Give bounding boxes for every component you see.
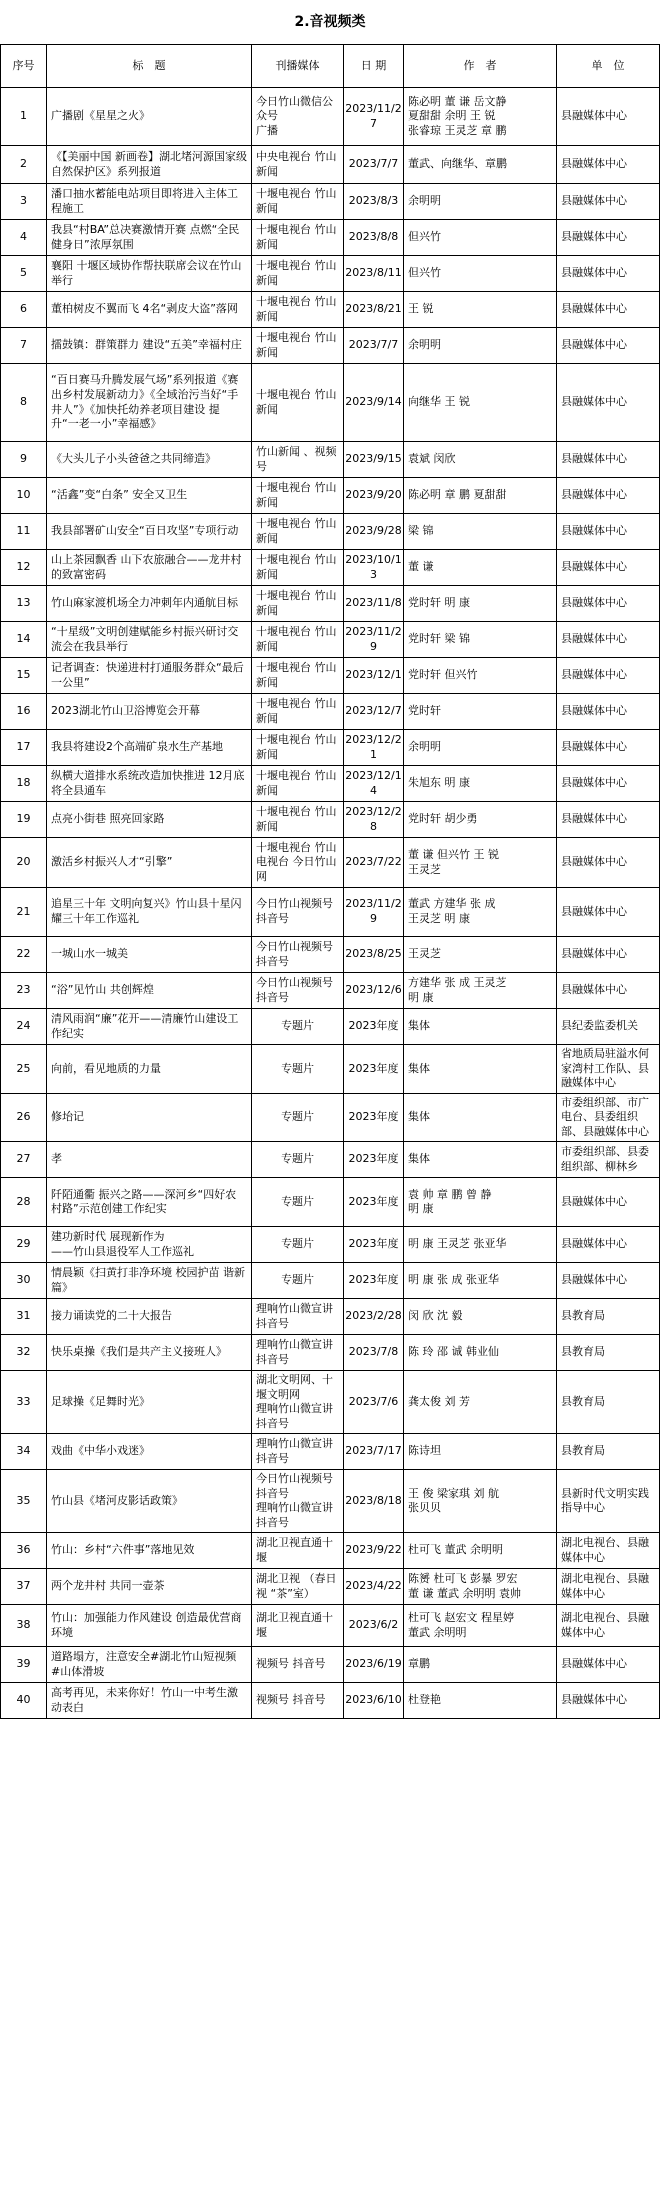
row-unit: 县融媒体中心 [557,622,660,658]
row-title: 纵横大道排水系统改造加快推进 12月底将全县通车 [47,766,252,802]
table-row [1,1434,660,1470]
table-row [1,766,660,802]
row-author: 集体 [404,1093,557,1142]
header-row [1,45,660,88]
row-title: 足球操《足舞时光》 [47,1371,252,1434]
table-row [1,1605,660,1647]
row-index: 6 [1,292,47,328]
row-media: 视频号 抖音号 [252,1683,344,1719]
row-date: 2023/8/11 [344,256,404,292]
table-row [1,1009,660,1045]
row-date: 2023/8/18 [344,1470,404,1533]
row-date: 2023/4/22 [344,1569,404,1605]
table-row [1,888,660,937]
row-media: 专题片 [252,1263,344,1299]
row-media: 十堰电视台 竹山电视台 今日竹山网 [252,838,344,888]
row-index: 19 [1,802,47,838]
row-author: 袁 帅 章 鹏 曾 静 明 康 [404,1178,557,1227]
table-row [1,694,660,730]
row-date: 2023/7/22 [344,838,404,888]
row-author: 王 锐 [404,292,557,328]
row-date: 2023/12/6 [344,973,404,1009]
row-index: 40 [1,1683,47,1719]
row-date: 2023/6/2 [344,1605,404,1647]
row-index: 2 [1,146,47,184]
row-author: 明 康 王灵芝 张亚华 [404,1227,557,1263]
table-row [1,1683,660,1719]
row-author: 党时轩 梁 锦 [404,622,557,658]
table-row [1,478,660,514]
row-title: 我县将建设2个高端矿泉水生产基地 [47,730,252,766]
row-title: 追星三十年 文明向复兴》竹山县十星闪耀三十年工作巡礼 [47,888,252,937]
row-date: 2023年度 [344,1263,404,1299]
row-unit: 县融媒体中心 [557,220,660,256]
row-title: 快乐桌操《我们是共产主义接班人》 [47,1335,252,1371]
row-index: 35 [1,1470,47,1533]
row-title: 《大头儿子小头爸爸之共同缔造》 [47,442,252,478]
row-index: 8 [1,364,47,442]
row-media: 专题片 [252,1142,344,1178]
row-unit: 县融媒体中心 [557,586,660,622]
row-index: 10 [1,478,47,514]
row-unit: 县融媒体中心 [557,888,660,937]
row-author: 向继华 王 锐 [404,364,557,442]
row-author: 王 俊 梁家琪 刘 航 张贝贝 [404,1470,557,1533]
row-unit: 县融媒体中心 [557,442,660,478]
row-title: 孝 [47,1142,252,1178]
row-index: 31 [1,1299,47,1335]
row-unit: 县融媒体中心 [557,730,660,766]
row-author: 党时轩 明 康 [404,586,557,622]
table-row [1,364,660,442]
row-title: 情晨颖《扫黄打非净环境 校园护苗 谐新篇》 [47,1263,252,1299]
row-media: 今日竹山微信公众号 广播 [252,88,344,146]
row-media: 十堰电视台 竹山新闻 [252,622,344,658]
row-media: 十堰电视台 竹山新闻 [252,328,344,364]
row-media: 理响竹山微宣讲抖音号 [252,1299,344,1335]
table-row [1,220,660,256]
row-date: 2023/2/28 [344,1299,404,1335]
table-row [1,973,660,1009]
row-index: 23 [1,973,47,1009]
row-unit: 县融媒体中心 [557,838,660,888]
row-unit: 县教育局 [557,1335,660,1371]
table-row [1,184,660,220]
header-unit: 单 位 [557,45,660,88]
row-index: 12 [1,550,47,586]
row-index: 9 [1,442,47,478]
row-index: 16 [1,694,47,730]
row-unit: 县融媒体中心 [557,256,660,292]
row-title: 2023湖北竹山卫浴博览会开幕 [47,694,252,730]
row-title: 阡陌通衢 振兴之路——深河乡“四好农村路”示范创建工作纪实 [47,1178,252,1227]
row-index: 28 [1,1178,47,1227]
row-media: 十堰电视台 竹山新闻 [252,694,344,730]
row-author: 杜可飞 赵宏文 程星婷 董武 余明明 [404,1605,557,1647]
row-title: “浴”见竹山 共创辉煌 [47,973,252,1009]
header-index: 序号 [1,45,47,88]
row-index: 29 [1,1227,47,1263]
row-unit: 县融媒体中心 [557,364,660,442]
row-date: 2023年度 [344,1142,404,1178]
row-media: 十堰电视台 竹山新闻 [252,256,344,292]
table-row [1,292,660,328]
row-author: 余明明 [404,730,557,766]
row-media: 视频号 抖音号 [252,1647,344,1683]
row-index: 33 [1,1371,47,1434]
row-media: 湖北卫视 （春日视 “茶”室） [252,1569,344,1605]
row-title: 山上茶园飘香 山下农旅融合——龙井村的致富密码 [47,550,252,586]
header-date: 日 期 [344,45,404,88]
row-unit: 湖北电视台、县融媒体中心 [557,1533,660,1569]
row-index: 34 [1,1434,47,1470]
row-index: 4 [1,220,47,256]
table-row [1,328,660,364]
row-media: 中央电视台 竹山新闻 [252,146,344,184]
row-author: 陈必明 董 谦 岳文静 夏甜甜 余明 王 锐 张睿琼 王灵芝 章 鹏 [404,88,557,146]
table-row [1,256,660,292]
row-unit: 县融媒体中心 [557,550,660,586]
row-date: 2023/11/27 [344,88,404,146]
row-media: 今日竹山视频号 抖音号 理响竹山微宣讲抖音号 [252,1470,344,1533]
row-index: 7 [1,328,47,364]
row-title: 道路塌方，注意安全#湖北竹山短视频 #山体滑坡 [47,1647,252,1683]
row-unit: 县教育局 [557,1434,660,1470]
row-media: 湖北卫视直通十堰 [252,1605,344,1647]
row-title: 董柏树皮不翼而飞 4名“剥皮大盗”落网 [47,292,252,328]
row-index: 30 [1,1263,47,1299]
row-title: 广播剧《星星之火》 [47,88,252,146]
row-author: 但兴竹 [404,220,557,256]
table-row [1,1647,660,1683]
row-date: 2023/8/3 [344,184,404,220]
table-row [1,1299,660,1335]
row-unit: 县融媒体中心 [557,88,660,146]
row-media: 十堰电视台 竹山新闻 [252,184,344,220]
row-author: 集体 [404,1142,557,1178]
row-unit: 县融媒体中心 [557,328,660,364]
row-author: 陈诗坦 [404,1434,557,1470]
row-date: 2023/6/19 [344,1647,404,1683]
row-author: 董武、向继华、章鹏 [404,146,557,184]
row-index: 32 [1,1335,47,1371]
row-media: 十堰电视台 竹山新闻 [252,730,344,766]
row-unit: 县融媒体中心 [557,766,660,802]
row-date: 2023/11/29 [344,888,404,937]
header-media: 刊播媒体 [252,45,344,88]
table-row [1,1533,660,1569]
page-title: 2.音视频类 [294,14,366,30]
row-media: 十堰电视台 竹山新闻 [252,220,344,256]
row-media: 专题片 [252,1009,344,1045]
table-row [1,1093,660,1142]
row-media: 十堰电视台 竹山新闻 [252,766,344,802]
row-unit: 县融媒体中心 [557,184,660,220]
table-row [1,1142,660,1178]
row-media: 十堰电视台 竹山新闻 [252,802,344,838]
row-author: 党时轩 [404,694,557,730]
row-unit: 县教育局 [557,1371,660,1434]
row-unit: 县融媒体中心 [557,478,660,514]
table-row [1,730,660,766]
row-date: 2023/9/15 [344,442,404,478]
row-title: 建功新时代 展现新作为 ——竹山县退役军人工作巡礼 [47,1227,252,1263]
table-row [1,1045,660,1094]
row-author: 董 谦 但兴竹 王 锐 王灵芝 [404,838,557,888]
row-date: 2023/7/6 [344,1371,404,1434]
row-date: 2023年度 [344,1093,404,1142]
row-author: 袁斌 闵欣 [404,442,557,478]
row-index: 24 [1,1009,47,1045]
row-title: 高考再见，未来你好！竹山一中考生激动表白 [47,1683,252,1719]
row-date: 2023/7/8 [344,1335,404,1371]
row-title: 潘口抽水蓄能电站项目即将进入主体工程施工 [47,184,252,220]
row-unit: 县融媒体中心 [557,1227,660,1263]
table-row [1,88,660,146]
table-row [1,1263,660,1299]
row-index: 26 [1,1093,47,1142]
row-title: 记者调查：快递进村打通服务群众“最后一公里” [47,658,252,694]
row-unit: 湖北电视台、县融媒体中心 [557,1569,660,1605]
row-media: 十堰电视台 竹山新闻 [252,514,344,550]
row-unit: 省地质局驻溢水何家湾村工作队、县融媒体中心 [557,1045,660,1094]
row-index: 39 [1,1647,47,1683]
row-date: 2023年度 [344,1227,404,1263]
table-row [1,802,660,838]
row-title: 两个龙井村 共同一壶茶 [47,1569,252,1605]
row-media: 十堰电视台 竹山新闻 [252,586,344,622]
row-author: 陈赟 杜可飞 彭暴 罗宏 董 谦 董武 余明明 袁帅 [404,1569,557,1605]
row-author: 杜可飞 董武 余明明 [404,1533,557,1569]
row-author: 党时轩 但兴竹 [404,658,557,694]
row-author: 集体 [404,1009,557,1045]
row-unit: 市委组织部、市广电台、县委组织部、县融媒体中心 [557,1093,660,1142]
row-author: 董武 方建华 张 成 王灵芝 明 康 [404,888,557,937]
row-title: 擂鼓镇：群策群力 建设“五美”幸福村庄 [47,328,252,364]
row-index: 25 [1,1045,47,1094]
row-title: “百日赛马升腾发展气场”系列报道《赛出乡村发展新动力》《全域治污当好“手井人”》《加快托幼养老项目建设 提升“一老一小”幸福感》 [47,364,252,442]
row-date: 2023/7/7 [344,328,404,364]
row-media: 湖北卫视直通十堰 [252,1533,344,1569]
row-unit: 湖北电视台、县融媒体中心 [557,1605,660,1647]
row-date: 2023年度 [344,1045,404,1094]
row-unit: 县融媒体中心 [557,292,660,328]
row-title: “十星级”文明创建赋能乡村振兴研讨交流会在我县举行 [47,622,252,658]
row-author: 董 谦 [404,550,557,586]
table-row [1,550,660,586]
table-row [1,146,660,184]
table-row [1,838,660,888]
row-media: 湖北文明网、十堰文明网 理响竹山微宣讲抖音号 [252,1371,344,1434]
row-index: 38 [1,1605,47,1647]
row-unit: 县融媒体中心 [557,146,660,184]
row-media: 十堰电视台 竹山新闻 [252,658,344,694]
row-date: 2023/12/28 [344,802,404,838]
row-author: 方建华 张 成 王灵芝 明 康 [404,973,557,1009]
row-author: 梁 锦 [404,514,557,550]
row-date: 2023年度 [344,1009,404,1045]
table-row [1,1371,660,1434]
row-index: 36 [1,1533,47,1569]
row-date: 2023/7/7 [344,146,404,184]
row-media: 十堰电视台 竹山新闻 [252,478,344,514]
row-author: 龚太俊 刘 芳 [404,1371,557,1434]
table-row [1,937,660,973]
row-title: 激活乡村振兴人才“引擎” [47,838,252,888]
row-index: 20 [1,838,47,888]
row-author: 党时轩 胡少勇 [404,802,557,838]
row-unit: 县纪委监委机关 [557,1009,660,1045]
row-title: 我县“村BA”总决赛激情开赛 点燃“全民健身日”浓厚氛围 [47,220,252,256]
row-title: 襄阳 十堰区域协作帮扶联席会议在竹山举行 [47,256,252,292]
table-row [1,1227,660,1263]
row-title: 一城山水一城美 [47,937,252,973]
row-title: 竹山县《堵河皮影话政策》 [47,1470,252,1533]
table-row [1,1470,660,1533]
row-date: 2023年度 [344,1178,404,1227]
row-date: 2023/8/21 [344,292,404,328]
row-index: 13 [1,586,47,622]
row-title: 点亮小街巷 照亮回家路 [47,802,252,838]
row-media: 十堰电视台 竹山新闻 [252,364,344,442]
row-date: 2023/8/25 [344,937,404,973]
row-title: 清风雨润“廉”花开——清廉竹山建设工作纪实 [47,1009,252,1045]
row-date: 2023/12/14 [344,766,404,802]
row-index: 37 [1,1569,47,1605]
row-media: 今日竹山视频号 抖音号 [252,888,344,937]
row-title: 接力诵读党的二十大报告 [47,1299,252,1335]
row-media: 今日竹山视频号 抖音号 [252,973,344,1009]
row-date: 2023/9/14 [344,364,404,442]
row-media: 专题片 [252,1178,344,1227]
row-date: 2023/9/20 [344,478,404,514]
row-unit: 县融媒体中心 [557,973,660,1009]
row-unit: 县新时代文明实践指导中心 [557,1470,660,1533]
row-unit: 县教育局 [557,1299,660,1335]
row-media: 十堰电视台 竹山新闻 [252,292,344,328]
row-unit: 县融媒体中心 [557,802,660,838]
table-row [1,1569,660,1605]
row-index: 27 [1,1142,47,1178]
row-title: 《【美丽中国 新画卷】湖北堵河源国家级自然保护区》系列报道 [47,146,252,184]
row-index: 5 [1,256,47,292]
row-author: 余明明 [404,184,557,220]
row-author: 朱旭东 明 康 [404,766,557,802]
row-date: 2023/10/13 [344,550,404,586]
row-media: 专题片 [252,1093,344,1142]
table-row [1,622,660,658]
row-index: 21 [1,888,47,937]
row-title: 竹山麻家渡机场全力冲刺年内通航目标 [47,586,252,622]
row-title: “活鑫”变“白条” 安全又卫生 [47,478,252,514]
row-author: 陈必明 章 鹏 夏甜甜 [404,478,557,514]
row-title: 我县部署矿山安全“百日攻坚”专项行动 [47,514,252,550]
row-index: 3 [1,184,47,220]
row-title: 竹山：加强能力作风建设 创造最优营商环境 [47,1605,252,1647]
row-media: 理响竹山微宣讲抖音号 [252,1335,344,1371]
row-author: 余明明 [404,328,557,364]
row-unit: 县融媒体中心 [557,1263,660,1299]
row-media: 专题片 [252,1045,344,1094]
row-media: 专题片 [252,1227,344,1263]
row-author: 闵 欣 沈 毅 [404,1299,557,1335]
header-author: 作 者 [404,45,557,88]
row-index: 17 [1,730,47,766]
table-row [1,586,660,622]
header-title: 标 题 [47,45,252,88]
row-date: 2023/12/21 [344,730,404,766]
row-author: 集体 [404,1045,557,1094]
row-unit: 县融媒体中心 [557,1683,660,1719]
row-index: 18 [1,766,47,802]
row-author: 章鹏 [404,1647,557,1683]
row-unit: 县融媒体中心 [557,1647,660,1683]
row-title: 戏曲《中华小戏迷》 [47,1434,252,1470]
table-row [1,514,660,550]
row-title: 竹山：乡村“六件事”落地见效 [47,1533,252,1569]
row-unit: 县融媒体中心 [557,514,660,550]
row-date: 2023/6/10 [344,1683,404,1719]
row-date: 2023/8/8 [344,220,404,256]
row-title: 向前，看见地质的力量 [47,1045,252,1094]
row-media: 竹山新闻 、视频号 [252,442,344,478]
row-author: 王灵芝 [404,937,557,973]
row-date: 2023/11/8 [344,586,404,622]
table-row [1,442,660,478]
row-media: 十堰电视台 竹山新闻 [252,550,344,586]
row-unit: 县融媒体中心 [557,694,660,730]
row-author: 陈 玲 邵 诚 韩业仙 [404,1335,557,1371]
row-title: 修坮记 [47,1093,252,1142]
row-media: 理响竹山微宣讲抖音号 [252,1434,344,1470]
table-row [1,1335,660,1371]
row-author: 明 康 张 成 张亚华 [404,1263,557,1299]
row-date: 2023/11/29 [344,622,404,658]
row-date: 2023/12/7 [344,694,404,730]
row-index: 11 [1,514,47,550]
row-date: 2023/9/28 [344,514,404,550]
audio-video-table [0,44,660,1719]
table-row [1,1178,660,1227]
row-date: 2023/12/1 [344,658,404,694]
row-unit: 县融媒体中心 [557,937,660,973]
row-index: 22 [1,937,47,973]
row-date: 2023/9/22 [344,1533,404,1569]
row-index: 14 [1,622,47,658]
row-media: 今日竹山视频号 抖音号 [252,937,344,973]
table-row [1,658,660,694]
row-index: 15 [1,658,47,694]
row-unit: 县融媒体中心 [557,658,660,694]
row-index: 1 [1,88,47,146]
row-author: 杜登艳 [404,1683,557,1719]
row-unit: 市委组织部、县委组织部、柳林乡 [557,1142,660,1178]
row-date: 2023/7/17 [344,1434,404,1470]
row-unit: 县融媒体中心 [557,1178,660,1227]
row-author: 但兴竹 [404,256,557,292]
